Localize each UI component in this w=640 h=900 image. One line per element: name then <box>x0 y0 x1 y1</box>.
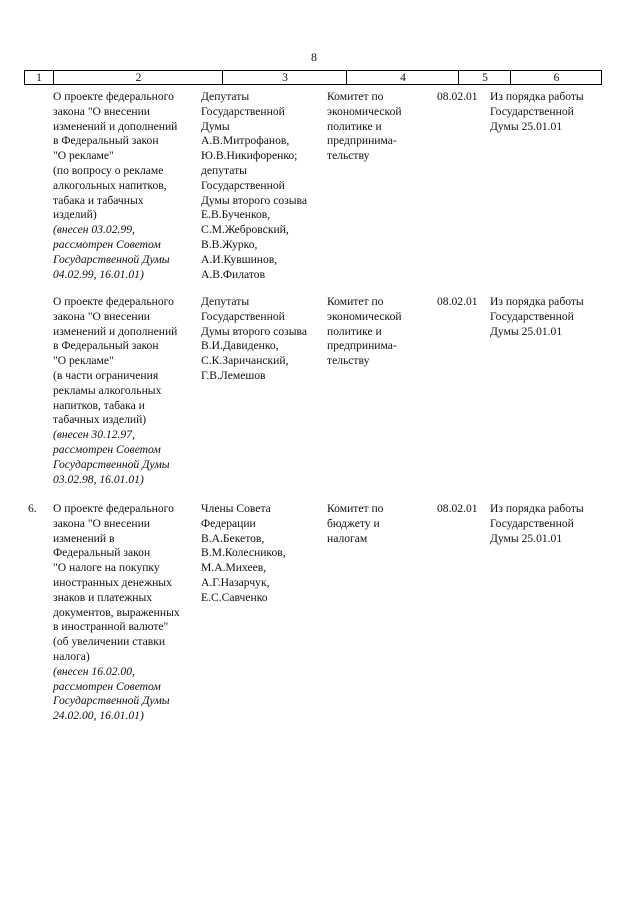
header-col-5: 5 <box>458 71 511 84</box>
text-line: В.И.Давиденко, <box>201 339 279 353</box>
text-line: Из порядка работы <box>490 90 584 103</box>
bill-authors <box>201 502 323 606</box>
submission-note-line: 03.02.98, 16.01.01) <box>53 472 144 486</box>
text-line: иностранных денежных <box>53 575 172 589</box>
text-line: экономической <box>327 309 402 323</box>
source-note <box>490 295 610 339</box>
text-line: "О налоге на покупку <box>53 561 160 575</box>
text-line: А.Г.Назарчук, <box>201 575 270 589</box>
text-line: бюджету и <box>327 516 380 530</box>
text-line: (в части ограничения <box>53 368 159 382</box>
submission-note-line: Государственной Думы <box>53 457 170 471</box>
text-line: О проекте федерального <box>53 502 174 515</box>
text-line: экономической <box>327 104 402 118</box>
text-line: политике и <box>327 324 382 338</box>
text-line: Из порядка работы <box>490 295 584 308</box>
text-line: Из порядка работы <box>490 502 584 515</box>
text-line: В.А.Бекетов, <box>201 531 265 545</box>
text-line: Члены Совета <box>201 502 271 515</box>
text-line: Государственной <box>490 516 574 530</box>
text-line: А.В.Митрофанов, <box>201 134 290 148</box>
text-line: табака и табачных <box>53 193 144 207</box>
source-note <box>490 90 610 134</box>
text-line: Е.С.Савченко <box>201 590 268 604</box>
text-line: изменений в <box>53 531 115 545</box>
text-line: закона "О внесении <box>53 516 150 530</box>
bill-title <box>53 295 198 487</box>
text-line: Ю.В.Никифоренко; <box>201 149 298 163</box>
text-line: Государственной <box>490 309 574 323</box>
submission-note-line: (внесен 16.02.00, <box>53 664 135 678</box>
text-line: "О рекламе" <box>53 354 114 368</box>
text-line: Г.В.Лемешов <box>201 368 266 382</box>
text-line: документов, выраженных <box>53 605 180 619</box>
text-line: "О рекламе" <box>53 149 114 163</box>
text-line: закона "О внесении <box>53 104 150 118</box>
text-line: предпринима- <box>327 339 397 353</box>
submission-note-line: рассмотрен Советом <box>53 237 161 251</box>
text-line: изделий) <box>53 208 97 222</box>
text-line: В.В.Журко, <box>201 237 258 251</box>
header-col-2: 2 <box>53 71 223 84</box>
bill-authors <box>201 295 323 384</box>
text-line: Государственной <box>490 104 574 118</box>
submission-note-line: (внесен 30.12.97, <box>53 428 135 442</box>
submission-note-line: Государственной Думы <box>53 694 170 708</box>
text-line: напитков, табака и <box>53 398 145 412</box>
text-line: Федеральный закон <box>53 546 151 560</box>
text-line: Государственной <box>201 104 285 118</box>
text-line: рекламы алкогольных <box>53 383 162 397</box>
submission-note-line: 04.02.99, 16.01.01) <box>53 267 144 281</box>
text-line: (по вопросу о рекламе <box>53 163 164 177</box>
text-line: Думы 25.01.01 <box>490 324 563 338</box>
submission-note-line: (внесен 03.02.99, <box>53 223 135 237</box>
text-line: Государственной <box>201 309 285 323</box>
text-line: налога) <box>53 649 90 663</box>
text-line: в иностранной валюте" <box>53 620 169 634</box>
text-line: А.И.Кувшинов, <box>201 252 278 266</box>
text-line: в Федеральный закон <box>53 134 159 148</box>
text-line: (об увеличении ставки <box>53 635 166 649</box>
text-line: в Федеральный закон <box>53 339 159 353</box>
text-line: А.В.Филатов <box>201 267 266 281</box>
submission-note-line: Государственной Думы <box>53 252 170 266</box>
text-line: предпринима- <box>327 134 397 148</box>
text-line: изменений и дополнений <box>53 119 178 133</box>
text-line: Думы <box>201 119 230 133</box>
text-line: О проекте федерального <box>53 295 174 308</box>
session-date: 08.02.01 <box>437 295 478 308</box>
submission-note-line: 24.02.00, 16.01.01) <box>53 709 144 723</box>
text-line: изменений и дополнений <box>53 324 178 338</box>
text-line: Е.В.Бученков, <box>201 208 271 222</box>
session-date: 08.02.01 <box>437 502 478 515</box>
bill-title <box>53 90 198 282</box>
submission-note-line: рассмотрен Советом <box>53 679 161 693</box>
submission-note-line: рассмотрен Советом <box>53 442 161 456</box>
text-line: Комитет по <box>327 502 384 515</box>
text-line: депутаты <box>201 163 247 177</box>
responsible-committee <box>327 90 435 164</box>
text-line: С.М.Жебровский, <box>201 223 289 237</box>
text-line: Думы второго созыва <box>201 324 308 338</box>
bill-authors <box>201 90 323 282</box>
text-line: закона "О внесении <box>53 309 150 323</box>
text-line: тельству <box>327 149 370 163</box>
text-line: В.М.Колесников, <box>201 546 286 560</box>
text-line: табачных изделий) <box>53 413 147 427</box>
text-line: Депутаты <box>201 90 250 103</box>
text-line: Думы 25.01.01 <box>490 119 563 133</box>
item-number: 6. <box>28 502 37 515</box>
text-line: знаков и платежных <box>53 590 153 604</box>
table-header-row <box>24 70 602 85</box>
text-line: Федерации <box>201 516 256 530</box>
responsible-committee <box>327 295 435 369</box>
text-line: Государственной <box>201 178 285 192</box>
bill-title <box>53 502 198 724</box>
text-line: Депутаты <box>201 295 250 308</box>
header-col-1: 1 <box>36 71 42 84</box>
source-note <box>490 502 610 546</box>
text-line: алкогольных напитков, <box>53 178 167 192</box>
text-line: Комитет по <box>327 90 384 103</box>
text-line: политике и <box>327 119 382 133</box>
text-line: Думы второго созыва <box>201 193 308 207</box>
header-col-3: 3 <box>222 71 347 84</box>
responsible-committee <box>327 502 435 546</box>
text-line: Думы 25.01.01 <box>490 531 563 545</box>
text-line: Комитет по <box>327 295 384 308</box>
text-line: налогам <box>327 531 368 545</box>
header-col-6: 6 <box>510 71 602 84</box>
text-line: М.А.Михеев, <box>201 561 267 575</box>
text-line: О проекте федерального <box>53 90 174 103</box>
text-line: тельству <box>327 354 370 368</box>
header-col-4: 4 <box>346 71 459 84</box>
session-date: 08.02.01 <box>437 90 478 103</box>
text-line: С.К.Заричанский, <box>201 354 289 368</box>
page-number: 8 <box>311 50 317 64</box>
